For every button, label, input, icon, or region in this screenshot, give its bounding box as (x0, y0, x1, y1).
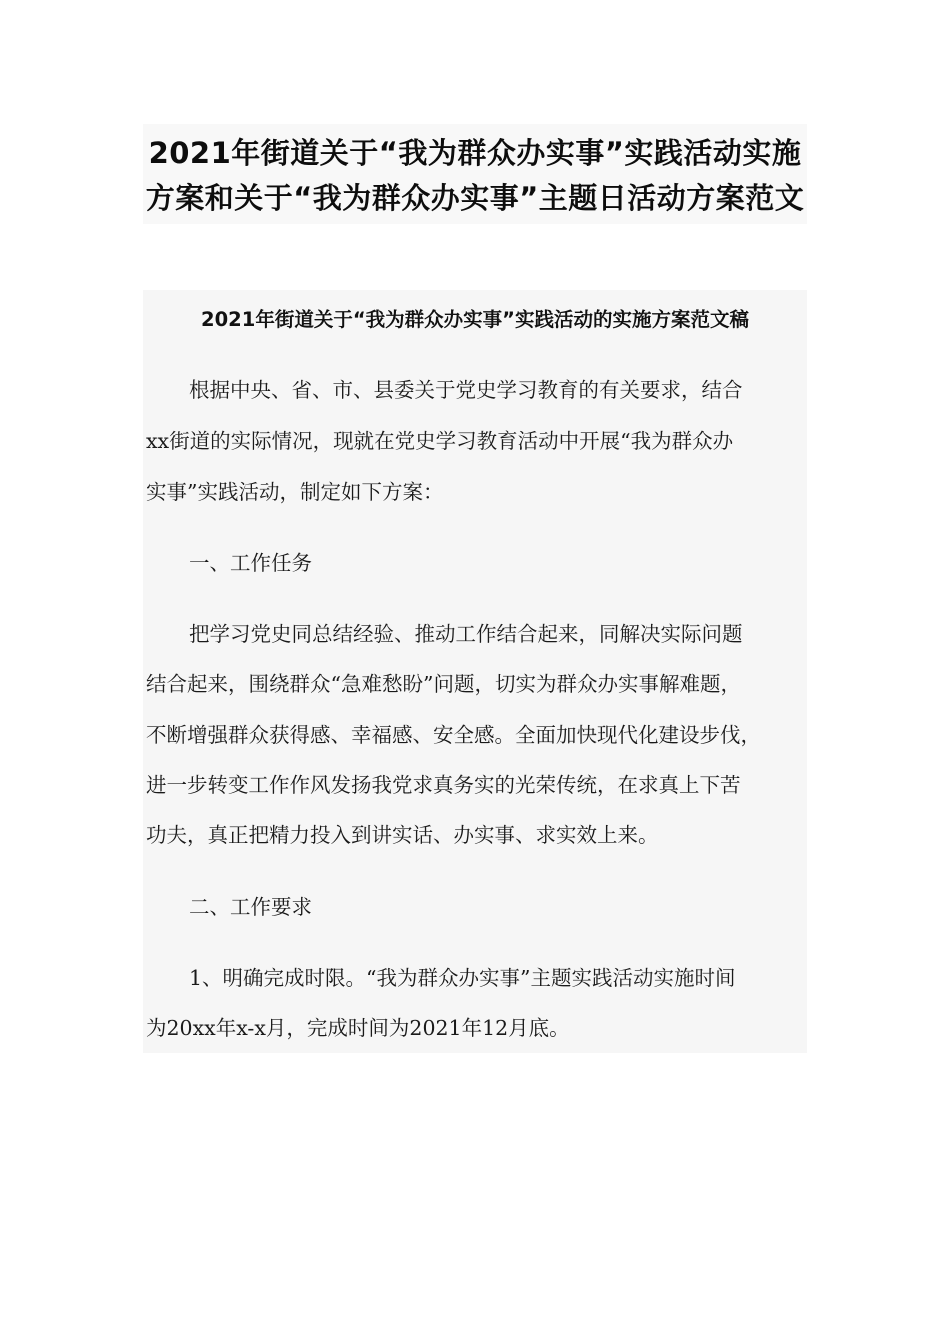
paragraph-1-line-2: xx街道的实际情况，现就在党史学习教育活动中开展“我为群众办 (146, 429, 734, 453)
section-subtitle: 2021年街道关于“我为群众办实事”实践活动的实施方案范文稿 (201, 308, 749, 331)
paragraph-1-line-1: 根据中央、省、市、县委关于党史学习教育的有关要求，结合 (189, 378, 743, 402)
document-body (143, 290, 807, 1053)
paragraph-1-line-3: 实事”实践活动，制定如下方案： (146, 480, 444, 504)
paragraph-2-line-4: 进一步转变工作作风发扬我党求真务实的光荣传统，在求真上下苦 (146, 773, 741, 797)
heading-work-requirements: 二、工作要求 (189, 895, 312, 919)
document-title (143, 124, 807, 224)
paragraph-2-line-3: 不断增强群众获得感、幸福感、安全感。全面加快现代化建设步伐， (146, 723, 761, 747)
paragraph-3-line-2: 为20xx年x-x月，完成时间为2021年12月底。 (146, 1016, 570, 1040)
heading-work-tasks: 一、工作任务 (189, 551, 312, 575)
paragraph-3-line-1: 1、明确完成时限。“我为群众办实事”主题实践活动实施时间 (189, 966, 736, 990)
paragraph-2-line-1: 把学习党史同总结经验、推动工作结合起来，同解决实际问题 (189, 622, 743, 646)
title-line-1: 2021年街道关于“我为群众办实事”实践活动实施 (148, 136, 802, 170)
paragraph-2-line-5: 功夫，真正把精力投入到讲实话、办实事、求实效上来。 (146, 823, 659, 847)
title-line-2: 方案和关于“我为群众办实事”主题日活动方案范文 (145, 181, 805, 215)
paragraph-2-line-2: 结合起来，围绕群众“急难愁盼”问题，切实为群众办实事解难题， (146, 672, 741, 696)
